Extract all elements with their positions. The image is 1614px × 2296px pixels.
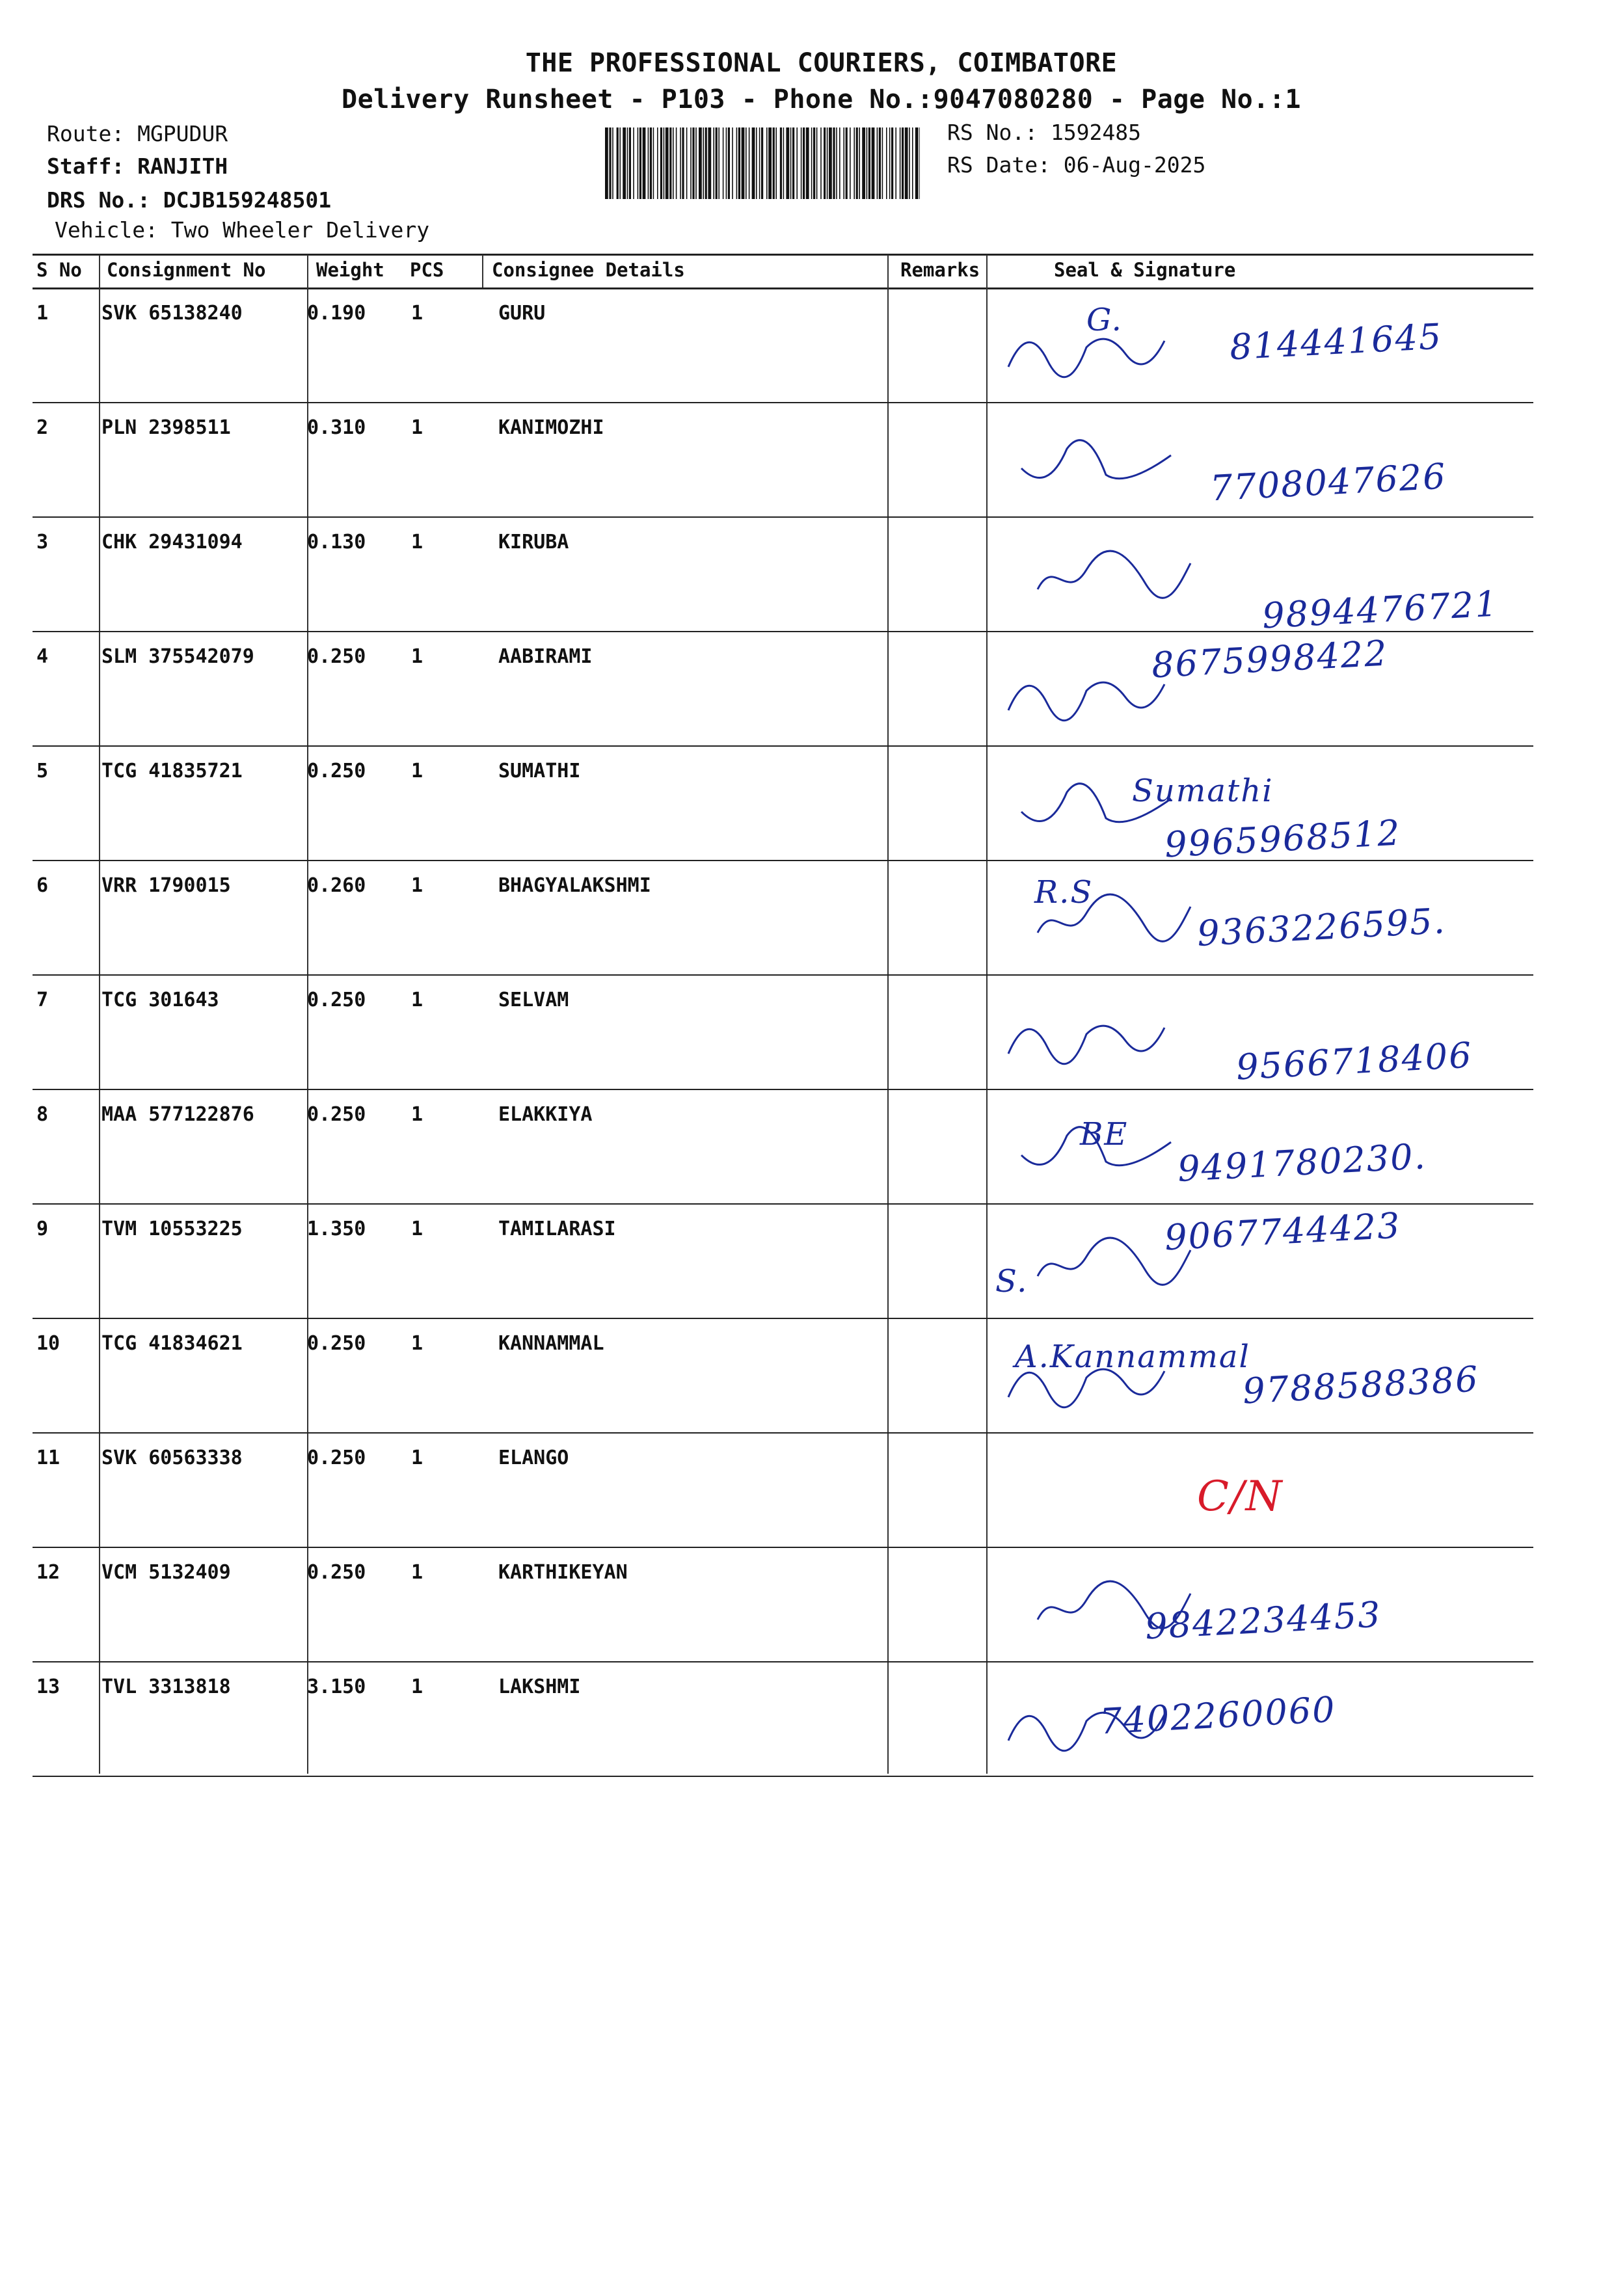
col-header-remarks: Remarks [900, 259, 980, 281]
row-sno: 12 [36, 1561, 61, 1584]
row-consignee: KANIMOZHI [498, 416, 604, 439]
row-consignment-no: SVK 60563338 [101, 1447, 243, 1469]
row-consignment-no: MAA 577122876 [101, 1103, 254, 1126]
row-consignee: KARTHIKEYAN [498, 1561, 628, 1584]
handwritten-name: S. [995, 1263, 1029, 1300]
column-divider [986, 287, 988, 1774]
row-divider [33, 402, 1533, 403]
handwritten-name: BE [1080, 1116, 1129, 1153]
handwritten-phone: 8675998422 [1150, 632, 1389, 686]
row-consignment-no: SLM 375542079 [101, 645, 254, 668]
row-pcs: 1 [411, 760, 424, 782]
row-divider [33, 860, 1533, 861]
row-consignment-no: TCG 41835721 [101, 760, 243, 782]
handwritten-phone: 814441645 [1228, 315, 1444, 368]
row-pcs: 1 [411, 1218, 424, 1240]
signature-scribble [1002, 1345, 1171, 1417]
row-pcs: 1 [411, 645, 424, 668]
barcode-image [605, 127, 920, 199]
row-consignee: TAMILARASI [498, 1218, 616, 1240]
row-weight: 0.250 [307, 645, 366, 668]
row-weight: 3.150 [307, 1675, 366, 1698]
row-sno: 11 [36, 1447, 61, 1469]
row-consignment-no: SVK 65138240 [101, 302, 243, 325]
signature-scribble [1015, 773, 1184, 844]
signature-scribble [1002, 1002, 1171, 1073]
route-label: Route: MGPUDUR [47, 121, 228, 146]
col-header-consignee: Consignee Details [492, 259, 685, 281]
row-pcs: 1 [411, 1675, 424, 1698]
table-top-rule [33, 254, 1533, 256]
row-divider [33, 1203, 1533, 1205]
row-consignee: SELVAM [498, 989, 569, 1011]
row-sno: 10 [36, 1332, 61, 1355]
row-consignment-no: TCG 41834621 [101, 1332, 243, 1355]
row-weight: 0.130 [307, 531, 366, 554]
row-sno: 9 [36, 1218, 49, 1240]
signature-scribble [1028, 544, 1197, 615]
row-consignment-no: TVL 3313818 [101, 1675, 231, 1698]
rs-date: RS Date: 06-Aug-2025 [947, 152, 1206, 178]
column-divider [482, 255, 483, 287]
row-pcs: 1 [411, 989, 424, 1011]
row-consignee: KIRUBA [498, 531, 569, 554]
row-weight: 0.190 [307, 302, 366, 325]
col-header-weight: Weight [316, 259, 384, 281]
column-divider [887, 287, 889, 1774]
row-consignee: ELAKKIYA [498, 1103, 593, 1126]
column-divider [986, 255, 988, 287]
col-header-pcs: PCS [410, 259, 444, 281]
row-pcs: 1 [411, 531, 424, 554]
signature-scribble [1028, 1231, 1197, 1302]
column-divider [887, 255, 889, 287]
row-consignee: KANNAMMAL [498, 1332, 604, 1355]
row-weight: 0.250 [307, 760, 366, 782]
row-sno: 2 [36, 416, 49, 439]
handwritten-phone: 9363226595. [1196, 900, 1447, 954]
handwritten-phone: 9894476721 [1261, 583, 1500, 637]
row-divider [33, 1661, 1533, 1662]
row-consignment-no: VRR 1790015 [101, 874, 231, 897]
row-divider [33, 1776, 1533, 1777]
row-consignment-no: TVM 10553225 [101, 1218, 243, 1240]
row-consignee: GURU [498, 302, 546, 325]
row-consignee: SUMATHI [498, 760, 581, 782]
row-consignment-no: TCG 301643 [101, 989, 219, 1011]
handwritten-name: Sumathi [1132, 773, 1274, 809]
row-divider [33, 745, 1533, 747]
handwritten-phone: 9842234453 [1144, 1594, 1382, 1648]
row-divider [33, 1089, 1533, 1090]
handwritten-phone: 9491780230. [1176, 1136, 1428, 1190]
handwritten-phone: 9067744423 [1163, 1205, 1402, 1259]
row-consignee: AABIRAMI [498, 645, 593, 668]
row-sno: 3 [36, 531, 49, 554]
column-divider [307, 255, 308, 287]
row-sno: 7 [36, 989, 49, 1011]
handwritten-phone: 7708047626 [1209, 455, 1447, 509]
column-divider [307, 287, 308, 1774]
handwritten-phone: 9965968512 [1163, 812, 1402, 866]
row-consignee: BHAGYALAKSHMI [498, 874, 651, 897]
row-weight: 1.350 [307, 1218, 366, 1240]
handwritten-phone: 9788588386 [1241, 1358, 1480, 1412]
row-pcs: 1 [411, 1561, 424, 1584]
row-consignee: ELANGO [498, 1447, 569, 1469]
row-sno: 5 [36, 760, 49, 782]
handwritten-phone: 7402260060 [1098, 1689, 1337, 1742]
row-weight: 0.260 [307, 874, 366, 897]
row-sno: 4 [36, 645, 49, 668]
handwritten-phone: 9566718406 [1235, 1034, 1473, 1088]
col-header-seal: Seal & Signature [1054, 259, 1236, 281]
rs-number: RS No.: 1592485 [947, 120, 1142, 145]
drs-number: DRS No.: DCJB159248501 [47, 187, 332, 213]
row-divider [33, 1547, 1533, 1548]
vehicle-label: Vehicle: Two Wheeler Delivery [55, 217, 430, 243]
column-divider [99, 287, 100, 1774]
row-sno: 6 [36, 874, 49, 897]
col-header-consignment: Consignment No [107, 259, 266, 281]
row-sno: 1 [36, 302, 49, 325]
row-divider [33, 631, 1533, 632]
row-divider [33, 974, 1533, 976]
table-header-rule [33, 287, 1533, 289]
row-sno: 8 [36, 1103, 49, 1126]
staff-label: Staff: RANJITH [47, 154, 228, 179]
row-pcs: 1 [411, 1447, 424, 1469]
row-divider [33, 1318, 1533, 1319]
signature-scribble [1015, 1116, 1184, 1188]
row-weight: 0.250 [307, 1447, 366, 1469]
company-title: THE PROFESSIONAL COURIERS, COIMBATORE [525, 48, 1118, 78]
row-consignment-no: PLN 2398511 [101, 416, 231, 439]
col-header-sno: S No [36, 259, 82, 281]
row-pcs: 1 [411, 1332, 424, 1355]
row-pcs: 1 [411, 416, 424, 439]
row-pcs: 1 [411, 1103, 424, 1126]
row-consignment-no: VCM 5132409 [101, 1561, 231, 1584]
row-weight: 0.310 [307, 416, 366, 439]
runsheet-title: Delivery Runsheet - P103 - Phone No.:9047080280 - Page No.:1 [342, 85, 1301, 114]
row-weight: 0.250 [307, 1332, 366, 1355]
row-consignee: LAKSHMI [498, 1675, 581, 1698]
row-divider [33, 1432, 1533, 1434]
row-weight: 0.250 [307, 1561, 366, 1584]
signature-scribble [1002, 658, 1171, 730]
signature-scribble [1028, 1574, 1197, 1646]
handwritten-name: R.S [1034, 874, 1094, 911]
signature-scribble [1028, 887, 1197, 959]
row-sno: 13 [36, 1675, 61, 1698]
handwritten-name: G. [1086, 302, 1123, 338]
remark-cn: C/N [1197, 1473, 1284, 1521]
column-divider [99, 255, 100, 287]
signature-scribble [1002, 315, 1171, 386]
row-weight: 0.250 [307, 1103, 366, 1126]
row-pcs: 1 [411, 874, 424, 897]
handwritten-name: A.Kannammal [1015, 1339, 1250, 1375]
row-weight: 0.250 [307, 989, 366, 1011]
row-pcs: 1 [411, 302, 424, 325]
row-divider [33, 516, 1533, 518]
row-consignment-no: CHK 29431094 [101, 531, 243, 554]
signature-scribble [1015, 429, 1184, 501]
signature-scribble [1002, 1689, 1171, 1760]
